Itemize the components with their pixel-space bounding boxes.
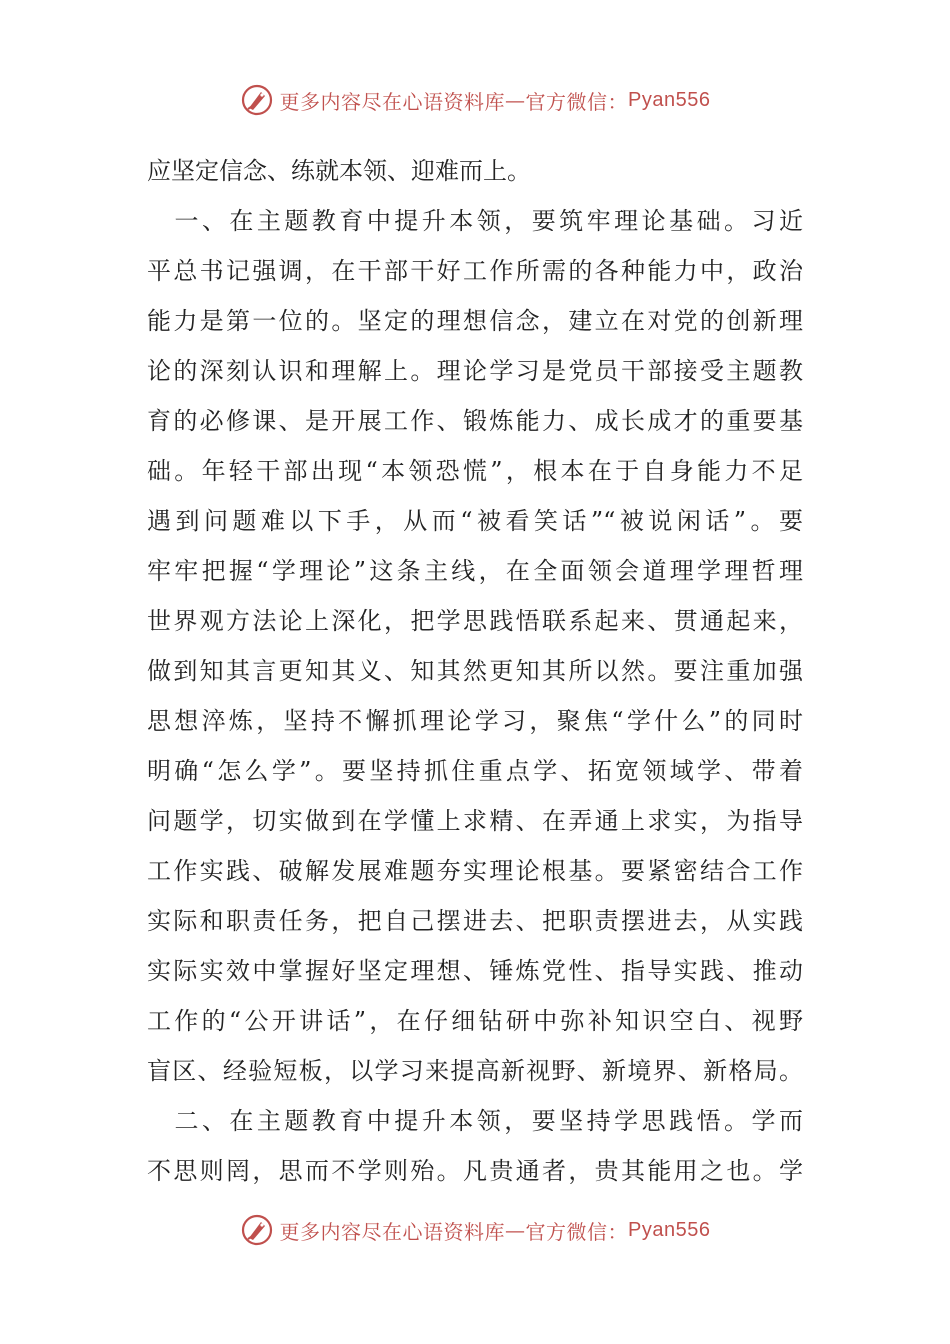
header-watermark (0, 80, 950, 120)
text-line: 牢牢把握“学理论”这条主线，在全面领会道理学理哲理 (147, 557, 803, 585)
text-line: 能力是第一位的。坚定的理想信念，建立在对党的创新理 (147, 307, 803, 335)
watermark-separator: — (505, 1218, 526, 1242)
watermark-label: 官方微信： (525, 89, 629, 114)
watermark-handle: Pyan556 (628, 1218, 711, 1241)
text-line: 明确“怎么学”。要坚持抓住重点学、拓宽领域学、带着 (147, 757, 803, 785)
watermark-handle: Pyan556 (628, 88, 711, 111)
text-line: 一、在主题教育中提升本领，要筑牢理论基础。习近 (147, 207, 803, 235)
text-line: 工作的“公开讲话”，在仔细钻研中弥补知识空白、视野 (147, 1007, 803, 1035)
text-line: 做到知其言更知其义、知其然更知其所以然。要注重加强 (147, 657, 803, 685)
text-line: 二、在主题教育中提升本领，要坚持学思践悟。学而 (147, 1107, 803, 1135)
text-line: 思想淬炼，坚持不懈抓理论学习，聚焦“学什么”的同时 (147, 707, 803, 735)
text-line: 盲区、经验短板，以学习来提高新视野、新境界、新格局。 (147, 1057, 803, 1085)
watermark-brand: 更多内容尽在心语资料库 (279, 89, 506, 114)
text-line: 不思则罔，思而不学则殆。凡贵通者，贵其能用之也。学 (147, 1157, 803, 1185)
text-line: 应坚定信念、练就本领、迎难而上。 (147, 157, 531, 185)
footer-watermark (0, 1210, 950, 1250)
watermark-brand: 更多内容尽在心语资料库 (279, 1219, 506, 1244)
pen-nib-icon (240, 1213, 274, 1247)
text-line: 育的必修课、是开展工作、锻炼能力、成长成才的重要基 (147, 407, 803, 435)
text-line: 实际和职责任务，把自己摆进去、把职责摆进去，从实践 (147, 907, 803, 935)
text-line: 遇到问题难以下手，从而“被看笑话”“被说闲话”。要 (147, 507, 803, 535)
text-line: 础。年轻干部出现“本领恐慌”，根本在于自身能力不足 (147, 457, 803, 485)
text-line: 论的深刻认识和理解上。理论学习是党员干部接受主题教 (147, 357, 803, 385)
text-line: 世界观方法论上深化，把学思践悟联系起来、贯通起来， (147, 607, 803, 635)
pen-nib-icon (240, 83, 274, 117)
watermark-label: 官方微信： (525, 1219, 629, 1244)
document-body (147, 146, 803, 1196)
text-line: 问题学，切实做到在学懂上求精、在弄通上求实，为指导 (147, 807, 803, 835)
text-line: 实际实效中掌握好坚定理想、锤炼党性、指导实践、推动 (147, 957, 803, 985)
text-line: 平总书记强调，在干部干好工作所需的各种能力中，政治 (147, 257, 803, 285)
watermark-separator: — (505, 88, 526, 112)
text-line: 工作实践、破解发展难题夯实理论根基。要紧密结合工作 (147, 857, 803, 885)
